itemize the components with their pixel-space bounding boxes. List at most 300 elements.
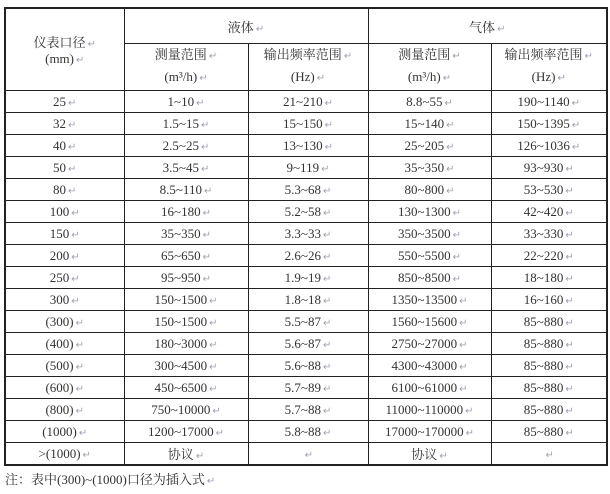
return-mark-icon: ↵ (209, 383, 218, 395)
return-mark-icon: ↵ (75, 361, 85, 373)
cell-caliber (5, 223, 124, 245)
header-caliber-unit: (mm) (45, 51, 74, 66)
return-mark-icon: ↵ (565, 383, 574, 395)
header-gas-measure-unit: (m³/h) (407, 69, 441, 84)
cell-liquid-freq (248, 267, 368, 289)
cell-liquid-freq (248, 421, 368, 443)
return-mark-icon: ↵ (322, 185, 332, 197)
cell-liquid-freq (248, 399, 368, 421)
return-mark-icon: ↵ (452, 251, 461, 263)
cell-value: 35~350 (404, 159, 445, 175)
cell-caliber (5, 443, 124, 466)
cell-liquid-range (124, 113, 248, 135)
cell-gas-freq (491, 113, 607, 135)
cell-value: 85~880 (523, 357, 564, 373)
return-mark-icon: ↵ (322, 207, 332, 219)
cell-gas-freq (491, 157, 607, 179)
return-mark-icon: ↵ (68, 185, 77, 197)
cell-value: 80 (53, 181, 67, 197)
cell-liquid-range (124, 355, 248, 377)
return-mark-icon: ↵ (545, 449, 554, 461)
return-mark-icon: ↵ (321, 163, 330, 175)
cell-value: 300~4500 (154, 357, 208, 373)
cell-value: 1~10 (167, 93, 195, 109)
return-mark-icon: ↵ (195, 451, 205, 462)
cell-value: 32 (53, 115, 67, 131)
return-mark-icon: ↵ (439, 451, 448, 462)
cell-value: 18~180 (523, 269, 564, 285)
return-mark-icon: ↵ (446, 119, 455, 131)
header-group-gas-label: 气体 (469, 19, 496, 35)
cell-gas-range (368, 289, 491, 311)
return-mark-icon: ↵ (584, 51, 593, 62)
header-gas-freq (491, 44, 607, 91)
return-mark-icon: ↵ (206, 476, 216, 487)
cell-value: 50 (53, 159, 67, 175)
cell-caliber (5, 377, 124, 399)
return-mark-icon: ↵ (209, 339, 218, 351)
cell-value: 750~10000 (151, 401, 211, 417)
cell-value: (600) (45, 379, 74, 395)
return-mark-icon: ↵ (459, 361, 468, 373)
cell-value: 9~119 (286, 159, 320, 175)
cell-value: 80~800 (404, 181, 445, 197)
cell-gas-range (368, 91, 491, 113)
cell-value: 42~420 (523, 203, 564, 219)
header-gas-measure-title: 测量范围 (398, 47, 451, 62)
return-mark-icon: ↵ (322, 339, 332, 351)
return-mark-icon: ↵ (322, 317, 332, 329)
return-mark-icon: ↵ (459, 339, 468, 351)
cell-value: 200 (49, 247, 70, 263)
cell-value: 85~880 (523, 423, 564, 439)
return-mark-icon: ↵ (322, 361, 332, 373)
cell-value: 130~1300 (398, 203, 451, 219)
return-mark-icon: ↵ (565, 361, 574, 373)
return-mark-icon: ↵ (209, 295, 218, 307)
return-mark-icon: ↵ (75, 339, 85, 351)
cell-caliber (5, 355, 124, 377)
return-mark-icon: ↵ (465, 405, 474, 417)
return-mark-icon: ↵ (459, 317, 468, 329)
cell-liquid-freq (248, 377, 368, 399)
return-mark-icon: ↵ (324, 141, 333, 153)
cell-value: (1000) (42, 423, 77, 439)
cell-value: 2750~27000 (391, 335, 458, 351)
return-mark-icon: ↵ (565, 273, 574, 285)
header-group-liquid-label: 液体 (227, 19, 254, 35)
cell-value: 11000~110000 (385, 401, 464, 417)
table-row (5, 289, 607, 311)
cell-value: (800) (45, 401, 74, 417)
header-gas-freq-unit: (Hz) (531, 69, 556, 84)
return-mark-icon: ↵ (71, 207, 80, 219)
return-mark-icon: ↵ (71, 295, 80, 307)
cell-gas-range (368, 333, 491, 355)
cell-value: 13~130 (283, 137, 323, 153)
return-mark-icon: ↵ (304, 449, 314, 461)
table-row (5, 377, 607, 399)
return-mark-icon: ↵ (497, 23, 506, 35)
cell-value: 5.5~87 (284, 313, 321, 329)
cell-gas-freq (491, 201, 607, 223)
return-mark-icon: ↵ (565, 295, 574, 307)
cell-gas-range (368, 399, 491, 421)
cell-value: 8.5~110 (159, 181, 202, 197)
cell-liquid-range (124, 157, 248, 179)
return-mark-icon: ↵ (324, 97, 333, 109)
cell-gas-range (368, 201, 491, 223)
cell-gas-range (368, 179, 491, 201)
cell-value: 2.6~26 (284, 247, 321, 263)
table-body (5, 91, 607, 466)
cell-value: (400) (45, 335, 74, 351)
cell-gas-range (368, 421, 491, 443)
cell-liquid-freq (248, 179, 368, 201)
table-row (5, 179, 607, 201)
return-mark-icon: ↵ (565, 251, 574, 263)
return-mark-icon: ↵ (459, 295, 468, 307)
cell-value: 5.3~68 (284, 181, 321, 197)
cell-liquid-range (124, 421, 248, 443)
cell-liquid-freq (248, 443, 368, 466)
cell-caliber (5, 245, 124, 267)
table-row (5, 333, 607, 355)
return-mark-icon: ↵ (565, 405, 574, 417)
cell-gas-range (368, 157, 491, 179)
cell-liquid-freq (248, 245, 368, 267)
return-mark-icon: ↵ (324, 119, 333, 131)
cell-gas-freq (491, 333, 607, 355)
cell-liquid-range (124, 333, 248, 355)
return-mark-icon: ↵ (565, 339, 574, 351)
return-mark-icon: ↵ (446, 141, 455, 153)
cell-gas-freq (491, 421, 607, 443)
table-row (5, 135, 607, 157)
return-mark-icon: ↵ (343, 51, 353, 62)
cell-caliber (5, 113, 124, 135)
cell-value: 450~6500 (154, 379, 208, 395)
cell-caliber (5, 289, 124, 311)
table-row (5, 355, 607, 377)
cell-gas-freq (491, 267, 607, 289)
return-mark-icon: ↵ (571, 97, 580, 109)
return-mark-icon: ↵ (452, 51, 461, 62)
cell-value: 16~160 (523, 291, 564, 307)
cell-gas-freq (491, 289, 607, 311)
cell-value: 40 (53, 137, 67, 153)
cell-gas-range (368, 267, 491, 289)
cell-liquid-range (124, 399, 248, 421)
cell-gas-freq (491, 355, 607, 377)
cell-gas-freq (491, 223, 607, 245)
return-mark-icon: ↵ (212, 405, 221, 417)
cell-value: (300) (45, 313, 74, 329)
return-mark-icon: ↵ (446, 185, 455, 197)
return-mark-icon: ↵ (71, 273, 80, 285)
return-mark-icon: ↵ (202, 207, 211, 219)
cell-gas-freq (491, 91, 607, 113)
cell-value: 5.8~88 (284, 423, 321, 439)
cell-liquid-range (124, 223, 248, 245)
return-mark-icon: ↵ (87, 39, 96, 50)
return-mark-icon: ↵ (208, 51, 218, 62)
cell-value: 1560~15600 (391, 313, 458, 329)
cell-liquid-freq (248, 223, 368, 245)
cell-value: 126~1036 (517, 137, 570, 153)
cell-liquid-range (124, 443, 248, 466)
cell-liquid-range (124, 377, 248, 399)
cell-value: 33~330 (523, 225, 564, 241)
cell-caliber (5, 179, 124, 201)
cell-value: 1200~17000 (148, 423, 214, 439)
return-mark-icon: ↵ (209, 361, 218, 373)
cell-gas-range (368, 245, 491, 267)
return-mark-icon: ↵ (565, 207, 574, 219)
table-row (5, 311, 607, 333)
return-mark-icon: ↵ (199, 73, 208, 84)
cell-caliber (5, 91, 124, 113)
header-liquid-measure-unit: (m³/h) (164, 69, 198, 84)
return-mark-icon: ↵ (316, 73, 326, 84)
cell-caliber (5, 135, 124, 157)
table-row (5, 201, 607, 223)
table-row (5, 421, 607, 443)
cell-caliber (5, 311, 124, 333)
cell-value: 17000~170000 (385, 423, 464, 439)
cell-caliber (5, 399, 124, 421)
return-mark-icon: ↵ (565, 163, 574, 175)
return-mark-icon: ↵ (76, 55, 85, 66)
cell-value: 53~530 (523, 181, 564, 197)
cell-value: 190~1140 (517, 93, 570, 109)
cell-gas-freq (491, 135, 607, 157)
cell-value: >(1000) (38, 445, 81, 461)
return-mark-icon: ↵ (322, 229, 332, 241)
return-mark-icon: ↵ (452, 229, 461, 241)
header-caliber-title: 仪表口径 (33, 35, 86, 50)
return-mark-icon: ↵ (565, 185, 574, 197)
table-row (5, 267, 607, 289)
cell-gas-range (368, 443, 491, 466)
cell-value: 5.7~88 (284, 401, 321, 417)
header-group-gas (368, 8, 607, 44)
return-mark-icon: ↵ (444, 97, 453, 109)
cell-value: 150 (49, 225, 70, 241)
cell-value: 22~220 (523, 247, 564, 263)
return-mark-icon: ↵ (68, 119, 77, 131)
header-gas-measure (368, 44, 491, 91)
return-mark-icon: ↵ (71, 229, 80, 241)
return-mark-icon: ↵ (322, 273, 332, 285)
cell-value: 1350~13500 (391, 291, 458, 307)
cell-liquid-freq (248, 201, 368, 223)
cell-value: 93~930 (523, 159, 564, 175)
cell-liquid-freq (248, 135, 368, 157)
cell-liquid-freq (248, 157, 368, 179)
cell-liquid-range (124, 135, 248, 157)
cell-value: 350~3500 (398, 225, 451, 241)
cell-value: 15~140 (404, 115, 445, 131)
cell-value: 5.7~89 (284, 379, 321, 395)
header-caliber (5, 8, 124, 91)
header-liquid-freq-title: 输出频率范围 (263, 47, 342, 62)
return-mark-icon: ↵ (459, 383, 468, 395)
cell-value: 协议 (167, 447, 194, 462)
cell-liquid-freq (248, 333, 368, 355)
cell-gas-freq (491, 179, 607, 201)
return-mark-icon: ↵ (196, 97, 205, 109)
cell-liquid-range (124, 311, 248, 333)
return-mark-icon: ↵ (203, 185, 213, 197)
cell-value: 1.9~19 (284, 269, 321, 285)
cell-gas-range (368, 135, 491, 157)
cell-value: 3.5~45 (162, 159, 199, 175)
return-mark-icon: ↵ (68, 163, 77, 175)
return-mark-icon: ↵ (565, 229, 574, 241)
return-mark-icon: ↵ (82, 449, 91, 461)
cell-liquid-range (124, 179, 248, 201)
header-liquid-freq (248, 44, 368, 91)
cell-gas-freq (491, 377, 607, 399)
cell-caliber (5, 201, 124, 223)
cell-liquid-freq (248, 113, 368, 135)
return-mark-icon: ↵ (202, 229, 211, 241)
cell-value: 21~210 (283, 93, 323, 109)
return-mark-icon: ↵ (215, 427, 224, 439)
cell-gas-freq (491, 399, 607, 421)
return-mark-icon: ↵ (202, 251, 211, 263)
flowmeter-spec-table (4, 7, 608, 466)
header-liquid-measure-title: 测量范围 (154, 47, 207, 62)
cell-value: 150~1500 (154, 291, 208, 307)
cell-liquid-freq (248, 91, 368, 113)
cell-value: 65~650 (161, 247, 201, 263)
cell-value: 150~1500 (154, 313, 208, 329)
cell-value: 250 (49, 269, 70, 285)
cell-liquid-range (124, 91, 248, 113)
return-mark-icon: ↵ (68, 141, 77, 153)
return-mark-icon: ↵ (200, 141, 210, 153)
table-row (5, 91, 607, 113)
table-row (5, 443, 607, 466)
cell-liquid-freq (248, 355, 368, 377)
cell-liquid-freq (248, 289, 368, 311)
return-mark-icon: ↵ (322, 383, 332, 395)
return-mark-icon: ↵ (322, 295, 332, 307)
cell-liquid-range (124, 289, 248, 311)
header-liquid-measure (124, 44, 248, 91)
return-mark-icon: ↵ (200, 119, 210, 131)
table-row (5, 113, 607, 135)
cell-value: 5.6~87 (284, 335, 321, 351)
header-liquid-freq-unit: (Hz) (290, 69, 315, 84)
return-mark-icon: ↵ (465, 427, 474, 439)
table-row (5, 399, 607, 421)
return-mark-icon: ↵ (322, 405, 332, 417)
return-mark-icon: ↵ (75, 317, 85, 329)
return-mark-icon: ↵ (446, 163, 455, 175)
footnote (4, 469, 606, 488)
cell-caliber (5, 333, 124, 355)
cell-liquid-range (124, 201, 248, 223)
cell-gas-freq (491, 245, 607, 267)
cell-value: 25~205 (404, 137, 445, 153)
return-mark-icon: ↵ (71, 251, 80, 263)
cell-value: 5.6~88 (284, 357, 321, 373)
header-group-row (5, 8, 607, 44)
cell-value: 1.5~15 (162, 115, 199, 131)
return-mark-icon: ↵ (557, 73, 566, 84)
return-mark-icon: ↵ (68, 97, 77, 109)
cell-value: 5.2~58 (284, 203, 321, 219)
return-mark-icon: ↵ (565, 317, 574, 329)
cell-gas-freq (491, 443, 607, 466)
cell-value: 协议 (411, 447, 438, 462)
return-mark-icon: ↵ (322, 427, 332, 439)
cell-value: 8.8~55 (406, 93, 443, 109)
cell-caliber (5, 421, 124, 443)
cell-value: 16~180 (161, 203, 201, 219)
return-mark-icon: ↵ (200, 163, 210, 175)
cell-value: 85~880 (523, 335, 564, 351)
cell-value: (500) (45, 357, 74, 373)
cell-value: 180~3000 (154, 335, 208, 351)
table-row (5, 245, 607, 267)
table-row (5, 157, 607, 179)
return-mark-icon: ↵ (571, 141, 581, 153)
return-mark-icon: ↵ (452, 273, 461, 285)
cell-value: 150~1395 (517, 115, 570, 131)
return-mark-icon: ↵ (452, 207, 461, 219)
cell-value: 85~880 (523, 313, 564, 329)
cell-gas-range (368, 223, 491, 245)
cell-value: 4300~43000 (391, 357, 458, 373)
cell-liquid-freq (248, 311, 368, 333)
cell-caliber (5, 157, 124, 179)
return-mark-icon: ↵ (78, 427, 88, 439)
cell-value: 1.8~18 (284, 291, 321, 307)
cell-value: 95~950 (161, 269, 201, 285)
cell-value: 550~5500 (398, 247, 451, 263)
cell-caliber (5, 267, 124, 289)
cell-liquid-range (124, 245, 248, 267)
return-mark-icon: ↵ (209, 317, 218, 329)
cell-gas-freq (491, 311, 607, 333)
header-gas-freq-title: 输出频率范围 (504, 47, 583, 62)
return-mark-icon: ↵ (75, 405, 85, 417)
header-group-liquid (124, 8, 368, 44)
cell-gas-range (368, 377, 491, 399)
cell-gas-range (368, 311, 491, 333)
return-mark-icon: ↵ (322, 251, 332, 263)
cell-value: 25 (53, 93, 67, 109)
cell-value: 100 (49, 203, 70, 219)
return-mark-icon: ↵ (565, 427, 574, 439)
cell-value: 850~8500 (398, 269, 451, 285)
cell-value: 85~880 (523, 401, 564, 417)
cell-gas-range (368, 113, 491, 135)
cell-value: 300 (49, 291, 70, 307)
return-mark-icon: ↵ (75, 383, 85, 395)
cell-value: 15~150 (283, 115, 323, 131)
cell-gas-range (368, 355, 491, 377)
cell-value: 6100~61000 (391, 379, 458, 395)
return-mark-icon: ↵ (255, 23, 265, 35)
cell-value: 3.3~33 (284, 225, 321, 241)
return-mark-icon: ↵ (202, 273, 211, 285)
cell-value: 85~880 (523, 379, 564, 395)
